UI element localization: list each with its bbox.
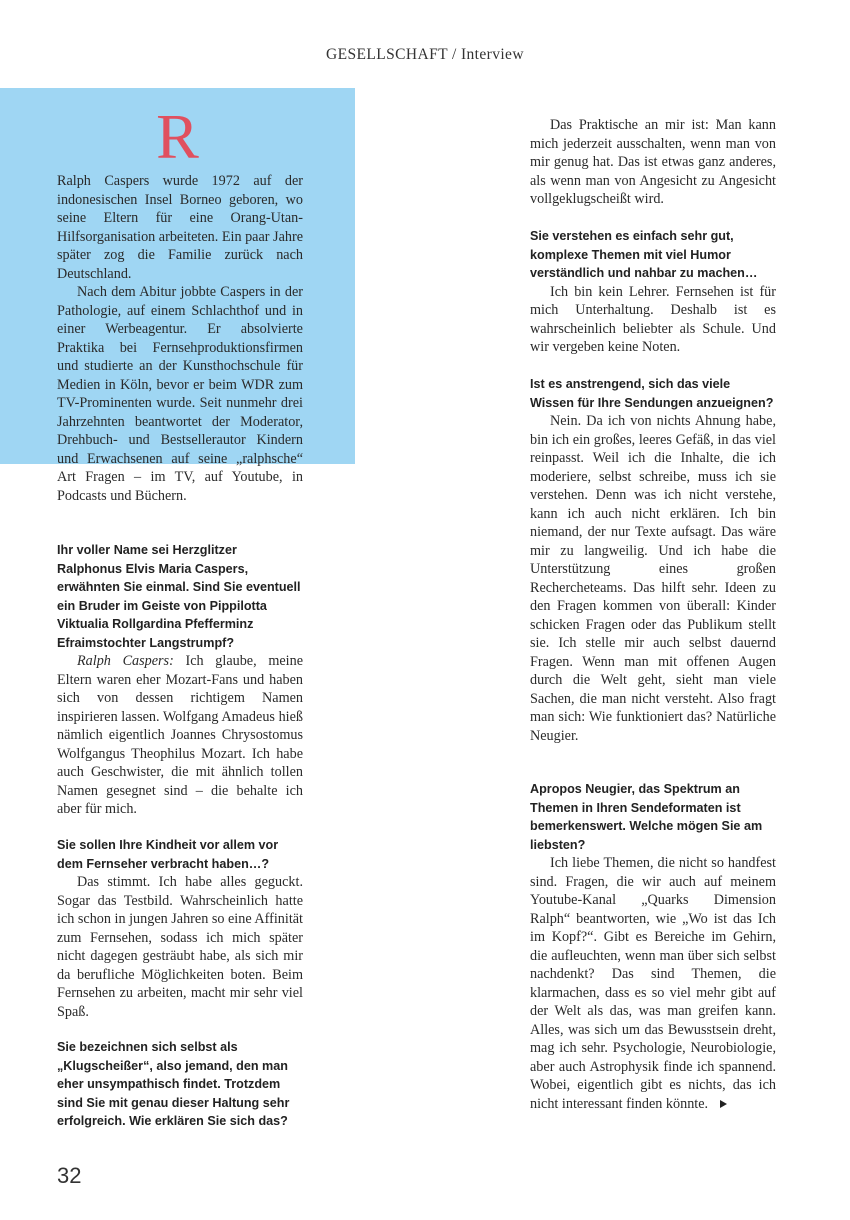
interview-block-6 xyxy=(530,780,776,1113)
question-3: Sie bezeichnen sich selbst als „Klugscheißer“, also jemand, den man eher unsympathisch findet. Trotzdem sind Sie mit genau dieser Haltung sehr erfolgreich. Wie erklären Sie sich das? xyxy=(57,1040,290,1128)
interview-block-3 xyxy=(57,1038,303,1131)
section-header: GESELLSCHAFT / Interview xyxy=(326,46,524,63)
question-1: Ihr voller Name sei Herzglitzer Ralphonus Elvis Maria Caspers, erwähnten Sie einmal. Sind Sie eventuell ein Bruder im Geiste von Pippilotta Viktualia Rollgardina Pfefferminz Efraimstochter Langstrumpf? xyxy=(57,543,301,650)
question-5: Ist es anstrengend, sich das viele Wissen für Ihre Sendungen anzueignen? xyxy=(530,377,774,410)
question-6: Apropos Neugier, das Spektrum an Themen in Ihren Sendeformaten ist bemerkenswert. Welche mögen Sie am liebsten? xyxy=(530,782,763,852)
page-number: 32 xyxy=(57,1163,82,1188)
continue-arrow-icon xyxy=(720,1100,727,1108)
intro-text xyxy=(57,172,303,505)
answer-5: Nein. Da ich von nichts Ahnung habe, bin ich ein großes, leeres Gefäß, in das viel reinpasst. Weil ich die Inhalte, die ich moderiere, selbst schreibe, muss ich sie verstehen. Denn was ich nicht verstehe, kann ich auch nicht erklären. Ich bin niemand, der nur Texte aufsagt. Das wäre mir zu langweilig. Und ich habe die Unterstützung eines großen Rechercheteams. Das hilft sehr. Ideen zu den Fragen kommen von überall: Kinder schicken Fragen oder das Publikum stellt sie. Ich stelle mir auch selbst dauernd Fragen. Wenn man mit offenen Augen durch die Welt geht, sieht man viele Sachen, die man nicht versteht. Also fragt man sich: Wie funktioniert das? Natürliche Neugier. xyxy=(530,413,776,744)
intro-paragraph-1: Ralph Caspers wurde 1972 auf der indonesischen Insel Borneo geboren, wo seine Eltern für eine Orang-Utan-Hilfsorganisation arbeiteten. Ein paar Jahre später zog die Familie zurück nach Deutschland. xyxy=(57,173,303,282)
answer-4: Ich bin kein Lehrer. Fernsehen ist für mich Unterhaltung. Deshalb ist es wahrscheinlich beliebter als Schule. Und wir vergeben keine Noten. xyxy=(530,283,776,355)
interview-block-2 xyxy=(57,836,303,1021)
answer-1-text: Ich glaube, meine Eltern waren eher Mozart-Fans und haben sich von dessen richtigem Namen inspirieren lassen. Wolfgang Amadeus hieß nämlich eigentlich Joannes Chrysostomus Wolfgangus Theophilus Mozart. Ich habe auch Geschwister, die mit ähnlich tollen Namen gesegnet sind – die behalte ich aber für mich. xyxy=(57,653,303,817)
interview-block-5 xyxy=(530,375,776,745)
interview-block-4 xyxy=(530,227,776,357)
answer-6 xyxy=(530,854,776,1113)
question-2: Sie sollen Ihre Kindheit vor allem vor dem Fernseher verbracht haben…? xyxy=(57,838,279,871)
intro-paragraph-2: Nach dem Abitur jobbte Caspers in der Pathologie, auf einem Schlachthof und in einer Werbeagentur. Er absolvierte Praktika bei Fernsehproduktionsfirmen und studierte an der Kunsthochschule für Medien in Köln, bevor er beim WDR zum TV-Prominenten wurde. Seit nunmehr drei Jahrzehnten beantwortet der Moderator, Drehbuch- und Bestsellerautor Kindern und Erwachsenen auf seine „ralphsche“ Art Fragen – im TV, auf Youtube, in Podcasts und Büchern. xyxy=(57,284,303,504)
question-4: Sie verstehen es einfach sehr gut, komplexe Themen mit viel Humor verständlich und nahbar zu machen… xyxy=(530,229,758,280)
speaker-name: Ralph Caspers: xyxy=(77,653,174,669)
answer-2: Das stimmt. Ich habe alles geguckt. Sogar das Testbild. Wahrscheinlich hatte ich schon in jungen Jahren so eine Affinität zum Fernsehen, sodass ich mich später nicht dagegen gesträubt habe, als sich mir da berufliche Möglichkeiten boten. Beim Fernsehen zu arbeiten, macht mir sehr viel Spaß. xyxy=(57,874,303,1020)
answer-3-block xyxy=(530,116,776,209)
answer-1 xyxy=(57,652,303,819)
interview-block-1 xyxy=(57,541,303,819)
answer-3: Das Praktische an mir ist: Man kann mich jederzeit ausschalten, wenn man von mir genug hat. Das ist etwas ganz anderes, als wenn man von Angesicht zu Angesicht vollgeklugscheißt wird. xyxy=(530,117,776,207)
drop-cap-letter: R xyxy=(156,101,199,172)
answer-6-text: Ich liebe Themen, die nicht so handfest sind. Fragen, die wir auch auf meinem Youtube-Kanal „Quarks Dimension Ralph“ beantworten, wie „Wo ist das Ich im Kopf?“. Gibt es Bereiche im Gehirn, die aufleuchten, wenn man über sich selbst nachdenkt? Das sind Themen, die klarmachen, dass es so viel mehr gibt auf der Welt als das, was man greifen kann. Alles, was sich um das Bewusstsein dreht, mag ich sehr. Psychologie, Neurobiologie, aber auch Astrophysik finde ich spannend. Wobei, eigentlich gibt es nichts, das ich nicht interessant finden könnte. xyxy=(530,855,776,1112)
